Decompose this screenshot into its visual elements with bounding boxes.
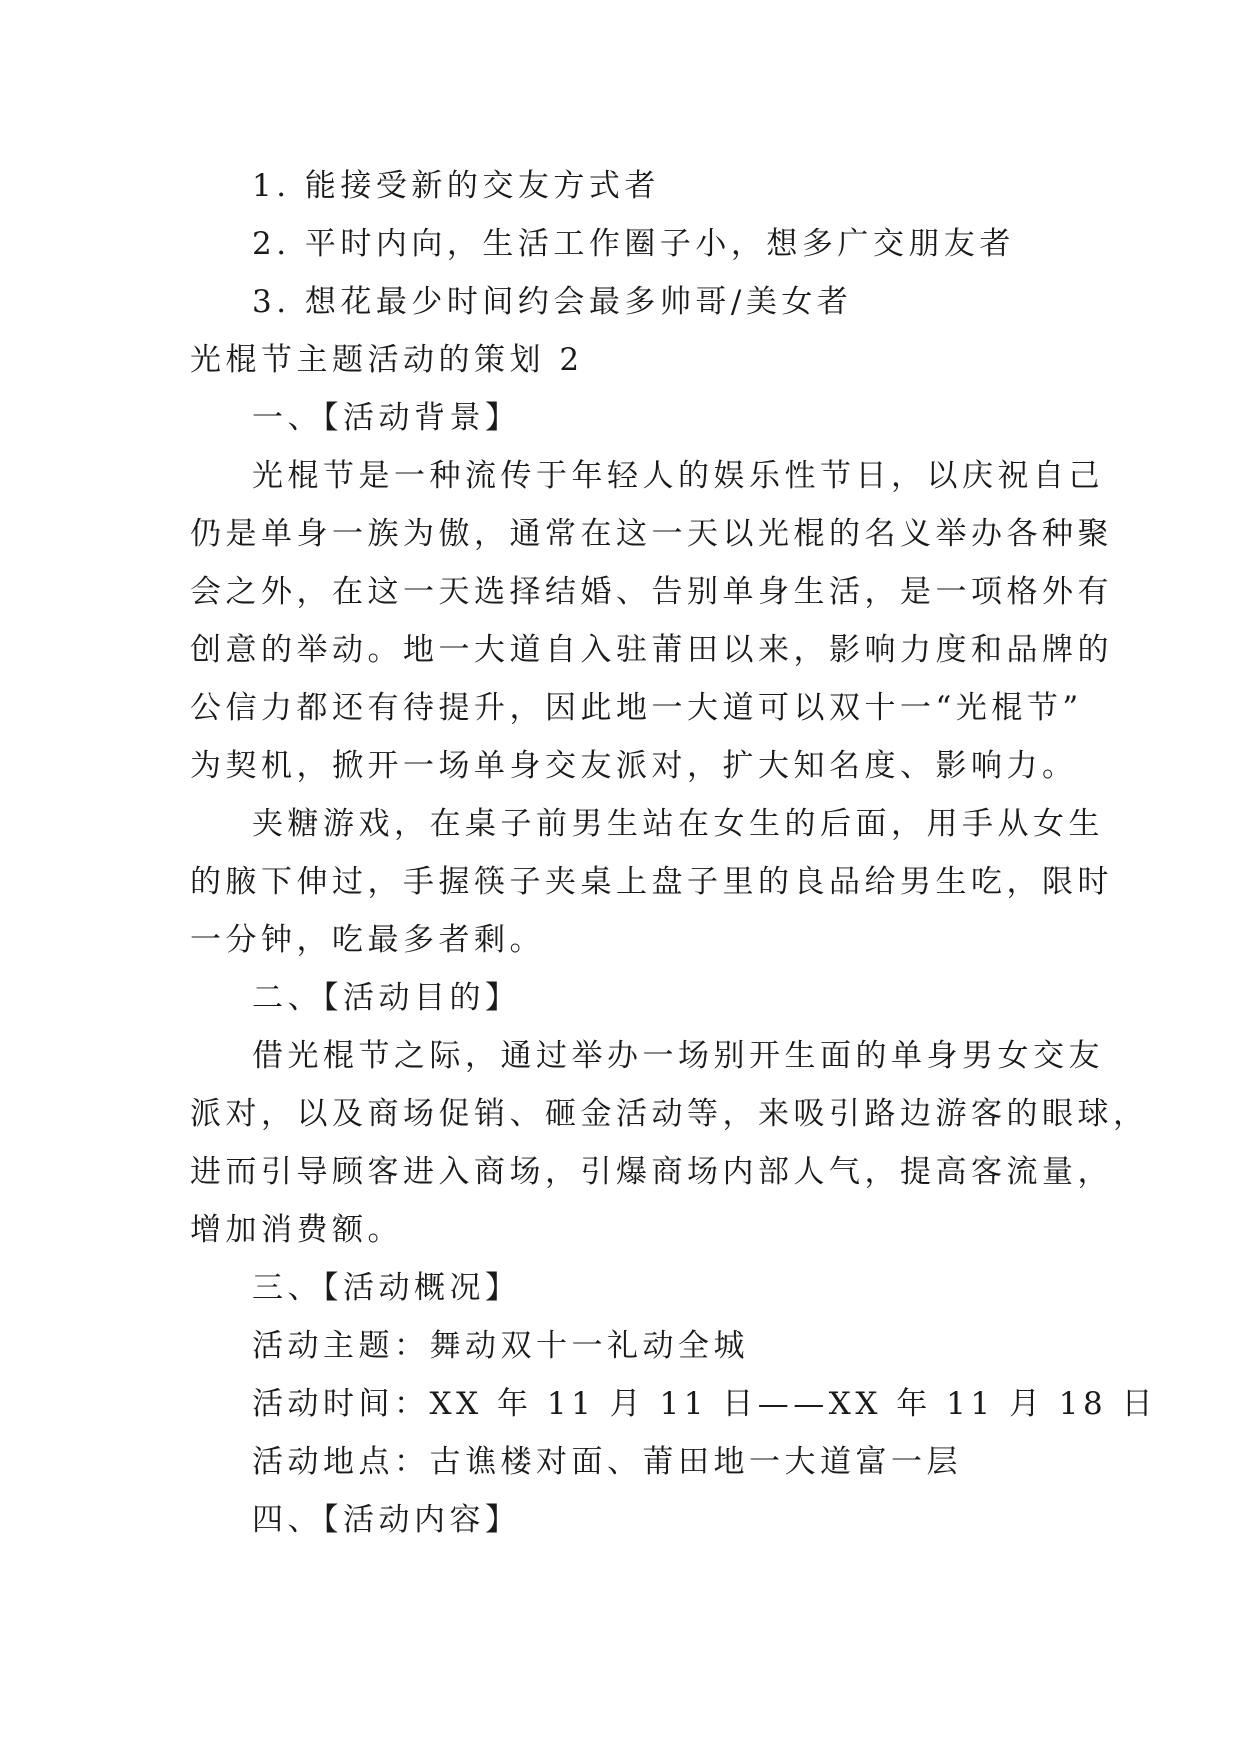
paragraph-line: 的腋下伸过，手握筷子夹桌上盘子里的良品给男生吃，限时 bbox=[190, 864, 1113, 900]
section-title: 光棍节主题活动的策划 2 bbox=[190, 342, 584, 378]
list-item-2: 2. 平时内向，生活工作圈子小，想多广交朋友者 bbox=[252, 226, 1015, 262]
heading-purpose: 二、【活动目的】 bbox=[252, 980, 521, 1016]
activity-time: 活动时间：XX 年 11 月 11 日——XX 年 11 月 18 日 bbox=[252, 1386, 1158, 1422]
paragraph-line: 公信力都还有待提升，因此地一大道可以双十一“光棍节” bbox=[190, 690, 1083, 726]
paragraph-line: 一分钟，吃最多者剩。 bbox=[190, 922, 545, 958]
paragraph-line: 借光棍节之际，通过举办一场别开生面的单身男女交友 bbox=[252, 1038, 1104, 1074]
paragraph-line: 仍是单身一族为傲，通常在这一天以光棍的名义举办各种聚 bbox=[190, 516, 1113, 552]
paragraph-line: 为契机，掀开一场单身交友派对，扩大知名度、影响力。 bbox=[190, 748, 1078, 784]
heading-background: 一、【活动背景】 bbox=[252, 400, 521, 436]
activity-theme: 活动主题：舞动双十一礼动全城 bbox=[252, 1328, 749, 1364]
paragraph-line: 增加消费额。 bbox=[190, 1212, 403, 1248]
paragraph-line: 派对，以及商场促销、砸金活动等，来吸引路边游客的眼球， bbox=[190, 1096, 1149, 1132]
activity-location: 活动地点：古谯楼对面、莆田地一大道富一层 bbox=[252, 1444, 962, 1480]
heading-overview: 三、【活动概况】 bbox=[252, 1270, 521, 1306]
paragraph-line: 夹糖游戏，在桌子前男生站在女生的后面，用手从女生 bbox=[252, 806, 1104, 842]
heading-content: 四、【活动内容】 bbox=[252, 1502, 521, 1538]
paragraph-line: 会之外，在这一天选择结婚、告别单身生活，是一项格外有 bbox=[190, 574, 1113, 610]
paragraph-line: 创意的举动。地一大道自入驻莆田以来，影响力度和品牌的 bbox=[190, 632, 1113, 668]
paragraph-line: 进而引导顾客进入商场，引爆商场内部人气，提高客流量， bbox=[190, 1154, 1113, 1190]
paragraph-line: 光棍节是一种流传于年轻人的娱乐性节日，以庆祝自己 bbox=[252, 458, 1104, 494]
list-item-3: 3. 想花最少时间约会最多帅哥/美女者 bbox=[252, 284, 853, 320]
list-item-1: 1. 能接受新的交友方式者 bbox=[252, 168, 660, 204]
